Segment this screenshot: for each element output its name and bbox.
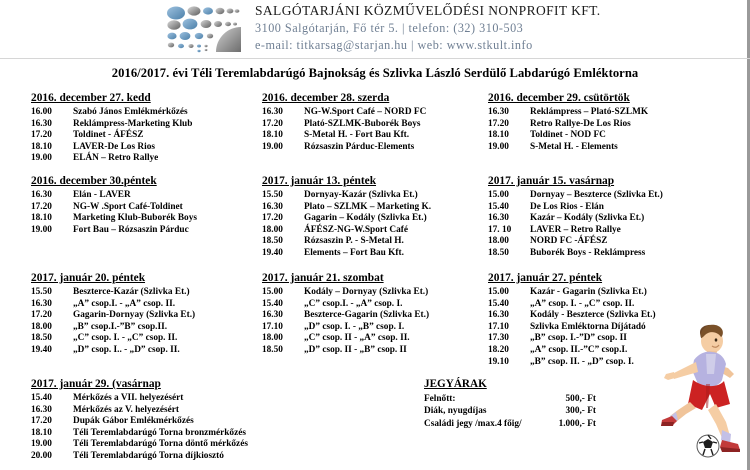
match-time: 15.40 (31, 393, 52, 403)
match-time: 18.10 (488, 130, 509, 141)
match-time: 15.00 (262, 287, 283, 297)
day-heading: 2017. január 15. vasárnap (488, 175, 615, 187)
match-description: NORD FC -ÁFÉSZ (530, 236, 608, 247)
match-row (31, 225, 259, 237)
match-time: 15.40 (262, 298, 283, 309)
day-block (31, 272, 259, 357)
match-time: 16.30 (488, 213, 509, 224)
match-row (31, 107, 259, 119)
match-time: 18.10 (31, 141, 52, 152)
match-description: „B” csop.I.-”B” csop.II. (73, 321, 168, 332)
match-time: 18.00 (262, 224, 283, 235)
match-description: „A” csop. II.-”C” csop.I. (530, 344, 628, 355)
match-row (31, 202, 259, 214)
match-time: 19.10 (488, 356, 509, 367)
day-block (31, 92, 259, 165)
match-description: Rózsaszin Párduc-Elements (304, 141, 415, 152)
match-row (262, 202, 490, 214)
match-time: 18.00 (31, 321, 52, 332)
match-row (488, 287, 738, 299)
day-heading: 2017. január 27. péntek (488, 272, 603, 284)
price-amount: 300,- Ft (565, 406, 596, 417)
organization-address: 3100 Salgótarján, Fő tér 5. | telefon: (32) 310-503 (255, 21, 524, 35)
match-row (262, 287, 490, 299)
match-description: „D” csop. I.. - „D” csop. II. (73, 344, 180, 355)
match-row (488, 213, 738, 225)
match-description: S-Metal H. - Elements (530, 141, 618, 152)
match-time: 15.50 (31, 287, 52, 297)
day-heading: 2017. január 13. péntek (262, 175, 377, 187)
price-amount: 1.000,- Ft (558, 418, 596, 429)
match-time: 19.40 (262, 247, 283, 258)
match-row (31, 345, 259, 357)
match-time: 16.00 (31, 107, 52, 117)
match-time: 18.20 (488, 344, 509, 355)
day-block (262, 92, 490, 153)
match-description: Kodály - Beszterce (Szlivka Et.) (530, 310, 656, 321)
match-description: Szlivka Emléktorna Díjátadó (530, 321, 646, 332)
match-description: Retro Rallye-De Los Rios (530, 118, 631, 129)
match-row (488, 190, 738, 202)
match-row (488, 202, 738, 214)
match-description: Rózsaszin P. - S-Metal H. (304, 236, 404, 247)
match-row (488, 130, 738, 142)
match-row (31, 287, 259, 299)
match-time: 16.30 (262, 107, 283, 117)
match-description: Téli Teremlabdarúgó Torna bronzmérkőzés (73, 427, 246, 438)
day-block (488, 175, 738, 260)
match-row (488, 119, 738, 131)
match-time: 18.50 (262, 236, 283, 247)
match-row (262, 310, 490, 322)
match-description: Mérkőzés az V. helyezésért (73, 404, 180, 415)
match-row (31, 119, 259, 131)
match-time: 15.40 (488, 201, 509, 212)
match-row (488, 107, 738, 119)
match-description: Dupák Gábor Emlékmérkőzés (73, 416, 194, 427)
organization-block (255, 3, 601, 53)
match-time: 17.20 (488, 118, 509, 129)
match-description: Gagarin – Kodály (Szlivka Et.) (304, 213, 427, 224)
match-description: Toldinet - NOD FC (530, 130, 606, 141)
match-row (31, 451, 259, 463)
match-description: Reklámpress-Marketing Klub (73, 118, 193, 129)
match-description: Szabó János Emlékmérkőzés (73, 107, 188, 117)
match-row (262, 119, 490, 131)
match-description: „A” csop. I. - „C” csop. II. (530, 298, 635, 309)
match-time: 15.40 (488, 298, 509, 309)
match-time: 18.50 (262, 344, 283, 355)
match-time: 16.30 (262, 201, 283, 212)
match-row (488, 299, 738, 311)
day-heading: 2017. január 29. (vasárnap (31, 378, 161, 390)
day-block (262, 175, 490, 260)
match-time: 16.30 (488, 107, 509, 117)
dot-pattern-logo (163, 5, 241, 53)
match-time: 16.30 (31, 118, 52, 129)
match-description: Kazár – Kodály (Szlivka Et.) (530, 213, 645, 224)
match-time: 15.00 (488, 190, 509, 200)
match-description: Plató-SZLMK-Buborék Boys (304, 118, 421, 129)
match-row (31, 333, 259, 345)
price-row (424, 418, 674, 430)
match-row (31, 393, 259, 405)
match-row (262, 345, 490, 357)
match-description: Gagarin-Dornyay (Szlivka Et.) (73, 310, 196, 321)
day-block (262, 272, 490, 357)
match-description: Téli Teremlabdarúgó Torna díjkiosztó (73, 450, 224, 461)
match-description: „C” csop.I. - „A” csop. I. (304, 298, 403, 309)
match-time: 16.30 (31, 190, 52, 200)
organization-name: SALGÓTARJÁNI KÖZMŰVELŐDÉSI NONPROFIT KFT. (255, 3, 601, 18)
match-description: Buborék Boys - Reklámpress (530, 247, 646, 258)
match-time: 18.00 (262, 333, 283, 344)
match-row (262, 107, 490, 119)
match-time: 19.00 (488, 141, 509, 152)
match-row (488, 248, 738, 260)
match-row (262, 248, 490, 260)
match-row (262, 225, 490, 237)
match-description: Kodály – Dornyay (Szlivka Et.) (304, 287, 429, 297)
match-description: Plato – SZLMK – Marketing K. (304, 201, 432, 212)
match-description: Dornyay-Kazár (Szlivka Et.) (304, 190, 418, 200)
match-description: „C” csop. II - „A” csop. II. (304, 333, 410, 344)
match-time: 15.50 (262, 190, 283, 200)
match-time: 15.00 (488, 287, 509, 297)
match-row (31, 322, 259, 334)
match-time: 18.10 (31, 427, 52, 438)
day-heading: 2017. január 20. péntek (31, 272, 146, 284)
match-description: „A” csop.I. - „A” csop. II. (73, 298, 176, 309)
match-time: 19.00 (31, 439, 52, 450)
match-row (262, 236, 490, 248)
match-time: 17.20 (262, 213, 283, 224)
match-row (262, 299, 490, 311)
day-heading: 2016. december 28. szerda (262, 92, 390, 104)
match-time: 19.00 (262, 141, 283, 152)
match-description: Reklámpress – Plató-SZLMK (530, 107, 649, 117)
match-row (262, 213, 490, 225)
match-time: 16.30 (31, 404, 52, 415)
match-time: 17.20 (31, 130, 52, 141)
match-row (31, 299, 259, 311)
match-description: „D” csop. I. - „B” csop. I. (304, 321, 405, 332)
soccer-player-illustration (660, 318, 746, 458)
match-time: 19.40 (31, 344, 52, 355)
match-description: Beszterce-Gagarin (Szlivka Et.) (304, 310, 430, 321)
match-description: Toldinet - ÁFÉSZ (73, 130, 144, 141)
ticket-prices-heading: JEGYÁRAK (424, 378, 487, 390)
match-time: 16.30 (262, 310, 283, 321)
match-row (31, 190, 259, 202)
match-row (262, 333, 490, 345)
match-row (31, 130, 259, 142)
match-row (488, 225, 738, 237)
match-row (31, 405, 259, 417)
match-row (262, 142, 490, 154)
day-block (488, 92, 738, 153)
match-time: 18.10 (31, 213, 52, 224)
match-description: „B” csop. II. - „D” csop. I. (530, 356, 634, 367)
match-time: 19.00 (31, 224, 52, 235)
match-row (262, 190, 490, 202)
match-description: LAVER-De Los Rios (73, 141, 155, 152)
match-description: ELÁN – Retro Rallye (73, 153, 159, 164)
day-block (31, 378, 259, 463)
day-heading: 2017. január 21. szombat (262, 272, 384, 284)
match-row (31, 416, 259, 428)
match-description: Dornyay – Beszterce (Szlivka Et.) (530, 190, 663, 200)
match-description: „C” csop. I. - „C” csop. II. (73, 333, 178, 344)
day-heading: 2016. december 30.péntek (31, 175, 157, 187)
match-description: Mérkőzés a VII. helyezésért (73, 393, 184, 403)
match-time: 17. 10 (488, 224, 512, 235)
match-description: Marketing Klub-Buborék Boys (73, 213, 197, 224)
match-time: 17.20 (31, 310, 52, 321)
match-time: 17.20 (31, 416, 52, 427)
match-description: Kazár - Gagarin (Szlivka Et.) (530, 287, 647, 297)
match-description: LAVER – Retro Rallye (530, 224, 621, 235)
match-row (262, 322, 490, 334)
document-header (0, 0, 750, 58)
match-time: 17.10 (262, 321, 283, 332)
match-time: 17.10 (488, 321, 509, 332)
match-row (262, 130, 490, 142)
match-time: 17.20 (262, 118, 283, 129)
price-label: Családi jegy /max.4 főig/ (424, 418, 522, 429)
match-description: De Los Rios - Elán (530, 201, 604, 212)
match-time: 18.00 (488, 236, 509, 247)
day-heading: 2016. december 27. kedd (31, 92, 151, 104)
match-description: Elán - LAVER (73, 190, 131, 200)
price-row (424, 405, 674, 417)
match-time: 17.30 (488, 333, 509, 344)
day-block (31, 175, 259, 236)
match-description: ÁFÉSZ-NG-W.Sport Café (304, 224, 408, 235)
match-description: Elements – Fort Bau Kft. (304, 247, 404, 258)
match-description: NG-W .Sport Café-Toldinet (73, 201, 183, 212)
price-label: Felnőtt: (424, 394, 456, 404)
match-time: 16.30 (488, 310, 509, 321)
header-divider (0, 58, 750, 59)
match-description: S-Metal H. - Fort Bau Kft. (304, 130, 410, 141)
match-description: NG-W.Sport Café – NORD FC (304, 107, 427, 117)
organization-contact: e-mail: titkarsag@starjan.hu | web: www.stkult.info (255, 38, 533, 52)
match-time: 19.00 (31, 153, 52, 164)
match-description: Fort Bau – Rózsaszin Párduc (73, 224, 189, 235)
match-time: 16.30 (31, 298, 52, 309)
match-description: „B” csop. I.-”D” csop. II (530, 333, 627, 344)
match-row (31, 142, 259, 154)
day-heading: 2016. december 29. csütörtök (488, 92, 630, 104)
match-time: 20.00 (31, 450, 52, 461)
match-row (31, 153, 259, 165)
price-label: Diák, nyugdíjas (424, 406, 487, 417)
match-time: 18.50 (31, 333, 52, 344)
match-row (31, 213, 259, 225)
match-row (488, 236, 738, 248)
match-time: 18.10 (262, 130, 283, 141)
match-description: Beszterce-Kazár (Szlivka Et.) (73, 287, 190, 297)
ticket-prices (424, 378, 674, 430)
match-description: „D” csop. II - „B” csop. II (304, 344, 407, 355)
match-row (488, 142, 738, 154)
match-time: 18.50 (488, 247, 509, 258)
price-amount: 500,- Ft (565, 394, 596, 404)
match-description: Téli Teremlabdarúgó Torna döntő mérkőzés (73, 439, 248, 450)
match-row (31, 439, 259, 451)
match-row (31, 428, 259, 440)
match-row (31, 310, 259, 322)
price-row (424, 393, 674, 405)
page-title: 2016/2017. évi Téli Teremlabdarúgó Bajnokság és Szlivka László Serdülő Labdarúgó Emléktorna (111, 66, 639, 80)
match-time: 17.20 (31, 201, 52, 212)
